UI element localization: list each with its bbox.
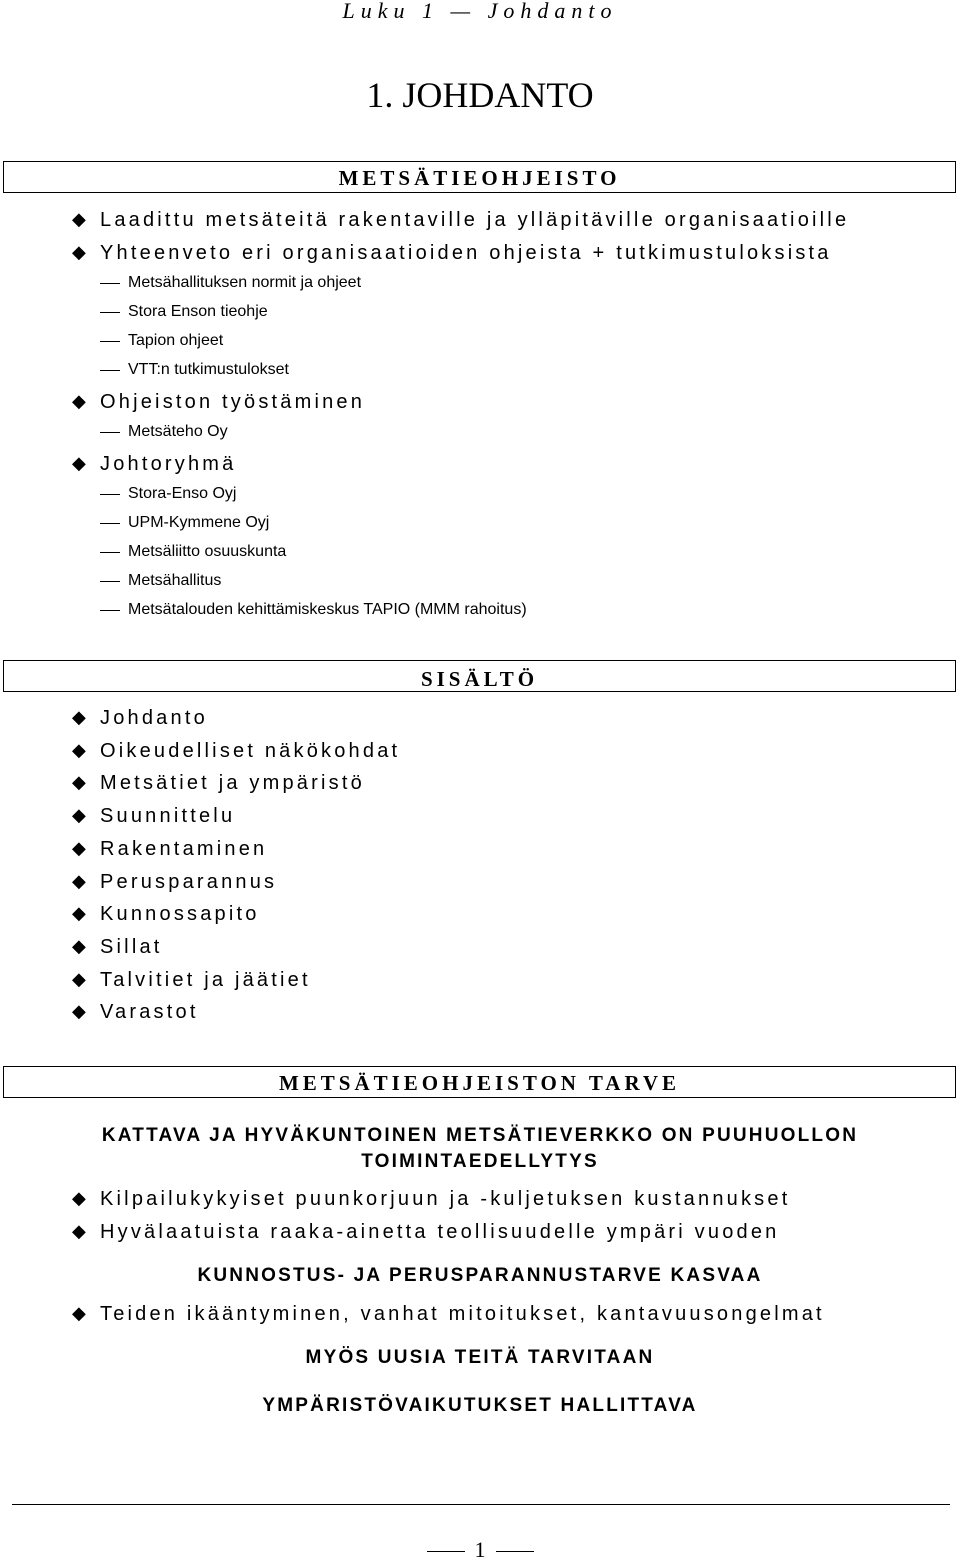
list-item-text: Teiden ikääntyminen, vanhat mitoitukset, kantavuusongelmat [100, 1303, 825, 1325]
diamond-bullet-icon: ◆ [72, 209, 86, 230]
statement-uusia-teita: MYÖS UUSIA TEITÄ TARVITAAN [305, 1347, 655, 1368]
em-dash-icon [100, 370, 120, 371]
em-dash-icon [496, 1551, 534, 1552]
list-item-text: Metsähallitus [128, 572, 222, 589]
em-dash-icon [100, 283, 120, 284]
page-number-value: 1 [474, 1537, 486, 1562]
chapter-title: 1. JOHDANTO [366, 75, 594, 115]
list-item-text: UPM-Kymmene Oyj [128, 514, 270, 531]
list-item-text: Tapion ohjeet [128, 332, 224, 349]
em-dash-icon [100, 581, 120, 582]
section-heading-label: METSÄTIEOHJEISTON TARVE [278, 1071, 681, 1095]
list-item-text: Sillat [100, 935, 163, 958]
list-item-text: Metsähallituksen normit ja ohjeet [128, 274, 362, 291]
section-heading-metsatieohjeisto [3, 161, 956, 193]
diamond-bullet-icon: ◆ [72, 1188, 86, 1209]
diamond-bullet-icon: ◆ [72, 1303, 86, 1324]
diamond-bullet-icon: ◆ [72, 903, 86, 925]
section-heading-sisalto [3, 660, 956, 692]
em-dash-icon [100, 552, 120, 553]
list-item-text: Suunnittelu [100, 805, 236, 828]
list-item-text: Rakentaminen [100, 837, 268, 860]
diamond-bullet-icon: ◆ [72, 242, 86, 263]
diamond-bullet-icon: ◆ [72, 870, 86, 892]
footer-rule [12, 1504, 950, 1505]
page-number [0, 1538, 960, 1562]
section-heading-label: SISÄLTÖ [420, 667, 539, 691]
list-item-text: Stora Enson tieohje [128, 303, 268, 320]
running-head: Luku 1 — Johdanto [342, 0, 618, 23]
lead-statement-line1: KATTAVA JA HYVÄKUNTOINEN METSÄTIEVERKKO ON PUUHUOLLON [101, 1125, 859, 1146]
em-dash-icon [100, 523, 120, 524]
lead-statement-line2: TOIMINTAEDELLYTYS [361, 1151, 599, 1172]
list-item-text: Johtoryhmä [100, 453, 237, 475]
diamond-bullet-icon: ◆ [72, 707, 86, 728]
list-item-text: Yhteenveto eri organisaatioiden ohjeista + tutkimustuloksista [100, 242, 832, 264]
section-heading-tarve [3, 1066, 956, 1098]
list-item-text: VTT:n tutkimustulokset [128, 361, 289, 378]
list-item-text: Varastot [100, 1001, 199, 1024]
diamond-bullet-icon: ◆ [72, 453, 86, 474]
em-dash-icon [427, 1551, 465, 1552]
diamond-bullet-icon: ◆ [72, 968, 86, 990]
list-item-text: Metsätalouden kehittämiskeskus TAPIO (MMM rahoitus) [128, 601, 527, 618]
diamond-bullet-icon: ◆ [72, 805, 86, 827]
statement-kunnostus: KUNNOSTUS- JA PERUSPARANNUSTARVE KASVAA [197, 1265, 763, 1286]
list-item-text: Laadittu metsäteitä rakentaville ja ylläpitäville organisaatioille [100, 209, 850, 231]
list-item-text: Talvitiet ja jäätiet [100, 968, 311, 991]
list-item-text: Kilpailukykyiset puunkorjuun ja -kuljetuksen kustannukset [100, 1188, 791, 1210]
diamond-bullet-icon: ◆ [72, 772, 86, 794]
list-item-text: Kunnossapito [100, 903, 260, 926]
em-dash-icon [100, 494, 120, 495]
list-item-text: Stora-Enso Oyj [128, 485, 237, 502]
list-item-text: Johdanto [100, 707, 208, 729]
list-item-text: Perusparannus [100, 870, 278, 893]
list-item-text: Oikeudelliset näkökohdat [100, 739, 401, 762]
em-dash-icon [100, 432, 120, 433]
em-dash-icon [100, 610, 120, 611]
diamond-bullet-icon: ◆ [72, 739, 86, 761]
diamond-bullet-icon: ◆ [72, 1001, 86, 1023]
em-dash-icon [100, 312, 120, 313]
section-heading-label: METSÄTIEOHJEISTO [338, 166, 621, 190]
list-item-text: Hyvälaatuista raaka-ainetta teollisuudelle ympäri vuoden [100, 1221, 780, 1243]
diamond-bullet-icon: ◆ [72, 935, 86, 957]
list-item-text: Metsäteho Oy [128, 423, 228, 440]
statement-ymparistovaikutukset: YMPÄRISTÖVAIKUTUKSET HALLITTAVA [262, 1395, 698, 1416]
em-dash-icon [100, 341, 120, 342]
list-item-text: Ohjeiston työstäminen [100, 391, 366, 413]
diamond-bullet-icon: ◆ [72, 391, 86, 412]
list-item-text: Metsäliitto osuuskunta [128, 543, 287, 560]
diamond-bullet-icon: ◆ [72, 837, 86, 859]
list-item-text: Metsätiet ja ympäristö [100, 772, 365, 795]
diamond-bullet-icon: ◆ [72, 1221, 86, 1242]
